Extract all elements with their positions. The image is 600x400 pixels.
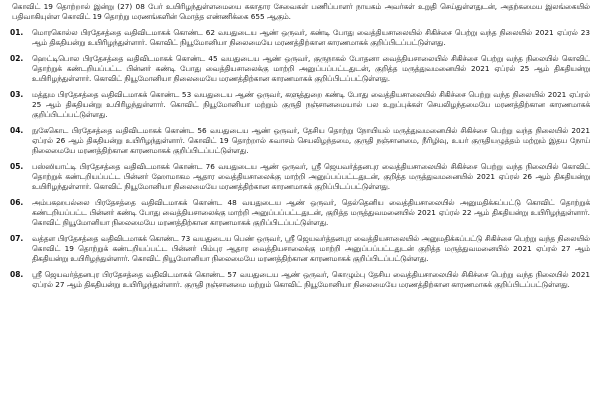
list-item [10,28,590,48]
item-text: வத்தள பிரதேசத்தை வதிவிடமாகக் கொண்ட 73 வயதுடைய பெண் ஒருவர், ஸ்ரீ ஜெயவர்த்தனபுர வைத்தியசாலையில் அனுமதிக்கப்பட்டு சிகிச்சை பெற்று வந்த நிலையில் கொவிட் 19 தொற்றுக் கண்டறியப்பட்ட பின்னர் பிம்புர ஆதார வைத்தியசாலைக்கு மாற்றி அனுப்பப்பட்டதுடன் குறித்த மருத்துவமனையில் 2021 ஏப்ரல் 27 ஆம் திகதியன்று உயிரிழந்துள்ளார். கொவிட் நியூமோனியா நிலைமையே மரணத்திற்கான காரணமாகக் குறிப்பிடப்பட்டுள்ளது. [32,234,590,263]
item-number: 04. [10,126,24,135]
list-item [10,198,590,228]
item-number: 03. [10,90,24,99]
list-item [10,162,590,192]
item-text: அம்பகஹபல்லை பிரதேசத்தை வதிவிடமாகக் கொண்ட 48 வயதுடைய ஆண் ஒருவர், தெல்தெனிய வைத்தியசாலையில் அனுமதிக்கப்பட்டு கொவிட் தொற்றுக் கண்டறியப்பட்ட பின்னர் கண்டி போது வைத்தியசாலைக்கு மாற்றி அனுப்பப்பட்டதுடன், குறித்த மருத்துவமனையில் 2021 ஏப்ரல் 22 ஆம் திகதியன்று உயிரிழந்துள்ளார். கொவிட் நியூமோனியா நிலைமையே மரணத்திற்கான காரணமாகக் குறிப்பிடப்பட்டுள்ளது. [32,198,590,227]
list-item [10,234,590,264]
item-number: 07. [10,234,24,243]
item-text: மொரகொல்ல பிரதேசத்தை வதிவிடமாகக் கொண்ட 62 வயதுடைய ஆண் ஒருவர், கண்டி போது வைத்தியசாலையில் சிகிச்சை பெற்று வந்த நிலையில் 2021 ஏப்ரல் 23 ஆம் திகதியன்று உயிரிழந்துள்ளார். கொவிட் நியூமோனியா நிலைமையே மரணத்திற்கான காரணமாகக் குறிப்பிடப்பட்டுள்ளது. [32,28,590,47]
item-text: பஸ்ஸியாட்டி பிரதேசத்தை வதிவிடமாகக் கொண்ட 76 வயதுடைய ஆண் ஒருவர், ஸ்ரீ ஜெயவர்த்தனபுர வைத்தியசாலையில் சிகிச்சை பெற்று வந்த நிலையில் கொவிட் தொற்றுக் கண்டறியப்பட்ட பின்னர் ஹோமாகம ஆதார வைத்தியசாலைக்கு மாற்றி அனுப்பப்பட்டதுடன், குறித்த மருத்துவமனையில் 2021 ஏப்ரல் 26 ஆம் திகதியன்று உயிரிழந்துள்ளார். கொவிட் நியூமோனியா நிலைமையே மரணத்திற்கான காரணமாகக் குறிப்பிடப்பட்டுள்ளது. [32,162,590,191]
item-text: ஸ்ரீ ஜெயவர்த்தனபுர பிரதேசத்தை வதிவிடமாகக் கொண்ட 57 வயதுடைய ஆண் ஒருவர், கொழும்பு தேசிய வைத்தியசாலையில் சிகிச்சை பெற்று வந்த நிலையில் 2021 ஏப்ரல் 27 ஆம் திகதியன்று உயிரிழந்துள்ளார். குருதி நஞ்சானமை மற்றும் கொவிட் நியூமோனியா நிலைமையே மரணத்திற்கான காரணமாகக் குறிப்பிடப்பட்டுள்ளது. [32,270,590,289]
item-number: 01. [10,28,24,37]
item-number: 02. [10,54,24,63]
list-item [10,270,590,290]
list-item [10,126,590,156]
item-number: 06. [10,198,24,207]
item-text: நுகேகொட பிரதேசத்தை வதிவிடமாகக் கொண்ட 56 வயதுடைய ஆண் ஒருவர், தேசிய தொற்று நோயியல் மருத்துவமனையில் சிகிச்சை பெற்று வந்த நிலையில் 2021 ஏப்ரல் 26 ஆம் திகதியன்று உயிரிழந்துள்ளார். கொவிட் 19 தொற்றால் சுவாசம் செயலிழந்தமை, குருதி நஞ்சானமை, நீரிழிவு, உயர் குருதியழுத்தம் மற்றும் இதய நோய் நிலைமையே மரணத்திற்கான காரணமாகக் குறிப்பிடப்பட்டுள்ளது. [32,126,590,155]
list-item [10,54,590,84]
list-item [10,90,590,120]
item-text: ஹெட்டிபொல பிரதேசத்தை வதிவிடமாகக் கொண்ட 45 வயதுடைய ஆண் ஒருவர், குருநாகல் போதனா வைத்தியசாலையில் சிகிச்சை பெற்று வந்த நிலையில் கொவிட் தொற்றுக் கண்டறியப்பட்ட பின்னர் கண்டி போது வைத்தியசாலைக்கு மாற்றி அனுப்பப்பட்டதுடன், குறித்த மருத்துவமனையில் 2021 ஏப்ரல் 25 ஆம் திகதியன்று உயிரிழந்துள்ளார். கொவிட் நியூமோனியா நிலைமையே மரணத்திற்கான காரணமாகக் குறிப்பிடப்பட்டுள்ளது. [32,54,590,83]
item-text: மத்தும பிரதேசத்தை வதிவிடமாகக் கொண்ட 53 வயதுடைய ஆண் ஒருவர், களுத்துறை கண்டி போது வைத்தியசாலையில் சிகிச்சை பெற்று வந்த நிலையில் 2021 ஏப்ரல் 25 ஆம் திகதியன்று உயிரிழந்துள்ளார். கொவிட் நியூமோனியா மற்றும் குருதி நஞ்சானமையால் பல உறுப்புக்கள் செயலிழந்தமையே மரணத்திற்கான காரணமாகக் குறிப்பிடப்பட்டுள்ளது. [32,90,590,119]
item-number: 08. [10,270,24,279]
intro-paragraph: கொவிட் 19 தொற்றால் இன்று (27) 08 பேர் உயிரிழந்துள்ளமையை சுகாதார சேவைகள் பணிப்பாளர் நாயகம் அவர்கள் உறுதி செய்துள்ளதுடன், அதற்கமைய இலங்கையில் பதிவாகியுள்ள கொவிட் 19 தொற்று மரணங்களின் மொத்த எண்ணிக்கை 655 ஆகும். [12,2,590,21]
item-number: 05. [10,162,24,171]
